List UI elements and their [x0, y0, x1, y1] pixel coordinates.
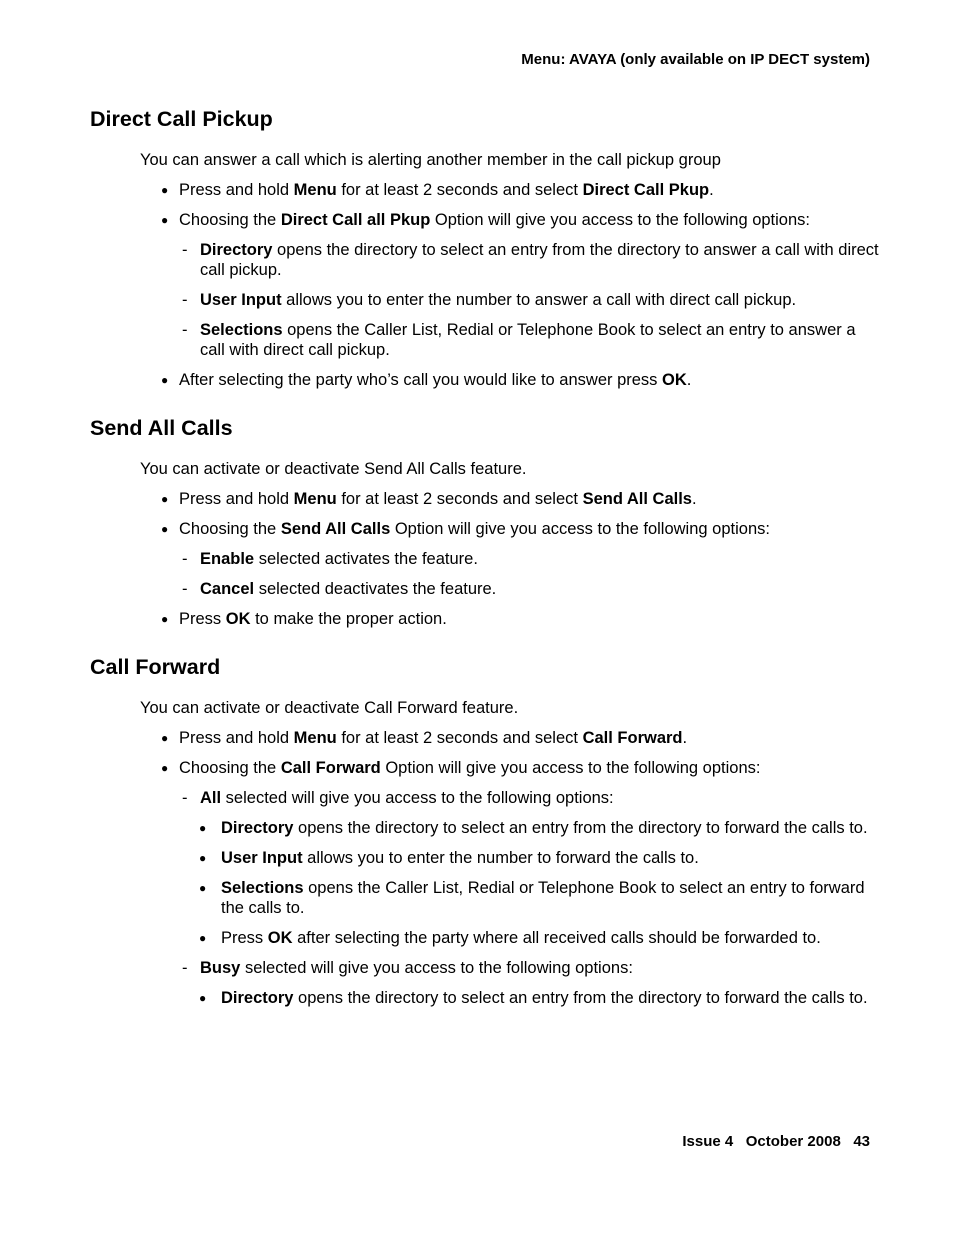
item-text: opens the directory to select an entry from the directory to forward the calls to. [293, 819, 868, 837]
item-text: selected activates the feature. [254, 550, 478, 568]
bold-term: Direct Call Pkup [582, 181, 710, 199]
item-text: selected will give you access to the following options: [221, 789, 614, 807]
item-text: Press [221, 929, 268, 947]
dash-icon: - [182, 291, 188, 309]
section-title: Send All Calls [90, 416, 233, 440]
dash-list-item [90, 958, 880, 978]
bold-term: OK [267, 929, 293, 947]
bullet-list-item [90, 848, 880, 868]
bullet-list-item [90, 519, 880, 539]
section-direct-call-pickup [90, 106, 880, 390]
bullet-icon: ● [161, 612, 169, 626]
section-intro: You can activate or deactivate Call Forward feature. [140, 699, 519, 717]
item-list [90, 180, 880, 390]
section-call-forward [90, 654, 880, 1008]
bold-term: All [200, 789, 222, 807]
bold-term: Send All Calls [582, 490, 692, 508]
bold-term: Cancel [200, 580, 255, 598]
bullet-list-item [90, 758, 880, 778]
bullet-icon: ● [161, 761, 169, 775]
item-text: to make the proper action. [250, 610, 447, 628]
section-title: Call Forward [90, 655, 221, 679]
item-text: Option will give you access to the following options: [390, 520, 770, 538]
section-intro: You can answer a call which is alerting another member in the call pickup group [140, 151, 721, 169]
bullet-list-item [90, 728, 880, 748]
bullet-icon: ● [161, 731, 169, 745]
item-text: Choosing the [179, 211, 281, 229]
bold-term: Send All Calls [280, 520, 391, 538]
bullet-list-item [90, 878, 880, 918]
item-list [90, 489, 880, 629]
bold-term: Directory [221, 819, 294, 837]
item-text: Option will give you access to the following options: [430, 211, 810, 229]
item-text: after selecting the party where all received calls should be forwarded to. [292, 929, 821, 947]
item-text: . [709, 181, 714, 199]
dash-icon: - [182, 580, 188, 598]
bullet-list-item [90, 210, 880, 230]
dash-icon: - [182, 321, 188, 339]
item-text: selected deactivates the feature. [254, 580, 497, 598]
item-text: . [691, 490, 697, 508]
section-intro: You can activate or deactivate Send All Calls feature. [140, 460, 527, 478]
bullet-icon: ● [199, 851, 207, 865]
bullet-list-item [90, 609, 880, 629]
bullet-list-item [90, 988, 880, 1008]
dash-list-item [90, 579, 880, 599]
bold-term: Directory [200, 241, 273, 259]
dash-icon: - [182, 789, 188, 807]
dash-icon: - [182, 550, 188, 568]
dash-icon: - [182, 959, 188, 977]
item-text: opens the directory to select an entry from the directory to answer a call with direct call pickup. [200, 241, 879, 279]
bullet-icon: ● [199, 821, 207, 835]
bullet-list-item [90, 818, 880, 838]
bold-term: User Input [200, 291, 282, 309]
bullet-list-item [90, 370, 880, 390]
page-header: Menu: AVAYA (only available on IP DECT system) [521, 51, 870, 68]
bold-term: Busy [200, 959, 241, 977]
bullet-icon: ● [161, 373, 169, 387]
item-text: Choosing the [179, 759, 281, 777]
bold-term: Menu [293, 490, 337, 508]
bold-term: Enable [200, 550, 255, 568]
footer-page-number: 43 [853, 1133, 870, 1150]
bold-term: Menu [293, 181, 337, 199]
footer-issue: Issue 4 [682, 1133, 734, 1150]
item-text: Option will give you access to the following options: [380, 759, 761, 777]
bold-term: Selections [200, 321, 283, 339]
dash-list-item [90, 290, 880, 310]
item-text: Press and hold [179, 490, 294, 508]
section-title: Direct Call Pickup [90, 107, 273, 131]
item-text: Choosing the [179, 520, 281, 538]
item-text: Press [179, 610, 226, 628]
bullet-icon: ● [199, 931, 207, 945]
item-text: opens the directory to select an entry from the directory to forward the calls to. [293, 989, 868, 1007]
item-text: allows you to enter the number to forward the calls to. [302, 849, 699, 867]
dash-list-item [90, 549, 880, 569]
item-text: for at least 2 seconds and select [336, 181, 583, 199]
bullet-icon: ● [161, 213, 169, 227]
item-text: opens the Caller List, Redial or Telephone Book to select an entry to forward the calls to. [221, 879, 865, 917]
item-text: After selecting the party who’s call you would like to answer press [179, 371, 663, 389]
bold-term: OK [225, 610, 251, 628]
bold-term: Call Forward [582, 729, 683, 747]
bold-term: Directory [221, 989, 294, 1007]
item-text: opens the Caller List, Redial or Telephone Book to select an entry to answer a call with direct call pickup. [200, 321, 856, 359]
bold-term: OK [662, 371, 687, 389]
section-send-all-calls [90, 415, 880, 629]
bold-term: Selections [221, 879, 304, 897]
item-text: . [682, 729, 688, 747]
item-text: Press and hold [179, 181, 294, 199]
bullet-list-item [90, 928, 880, 948]
bullet-icon: ● [199, 991, 207, 1005]
dash-icon: - [182, 241, 188, 259]
bold-term: Menu [293, 729, 337, 747]
item-text: allows you to enter the number to answer a call with direct call pickup. [281, 291, 797, 309]
item-text: Press and hold [179, 729, 294, 747]
bold-term: Call Forward [280, 759, 381, 777]
bullet-list-item [90, 489, 880, 509]
bullet-icon: ● [161, 522, 169, 536]
item-text: . [686, 371, 692, 389]
item-list [90, 728, 880, 1008]
page-footer [682, 1133, 870, 1150]
footer-date: October 2008 [745, 1133, 841, 1150]
bullet-icon: ● [199, 881, 207, 895]
bullet-icon: ● [161, 183, 169, 197]
item-text: for at least 2 seconds and select [336, 490, 583, 508]
dash-list-item [90, 788, 880, 808]
dash-list-item [90, 320, 880, 360]
item-text: selected will give you access to the following options: [240, 959, 633, 977]
bold-term: User Input [221, 849, 303, 867]
bullet-icon: ● [161, 492, 169, 506]
bullet-list-item [90, 180, 880, 200]
dash-list-item [90, 240, 880, 280]
item-text: for at least 2 seconds and select [336, 729, 583, 747]
bold-term: Direct Call all Pkup [280, 211, 431, 229]
